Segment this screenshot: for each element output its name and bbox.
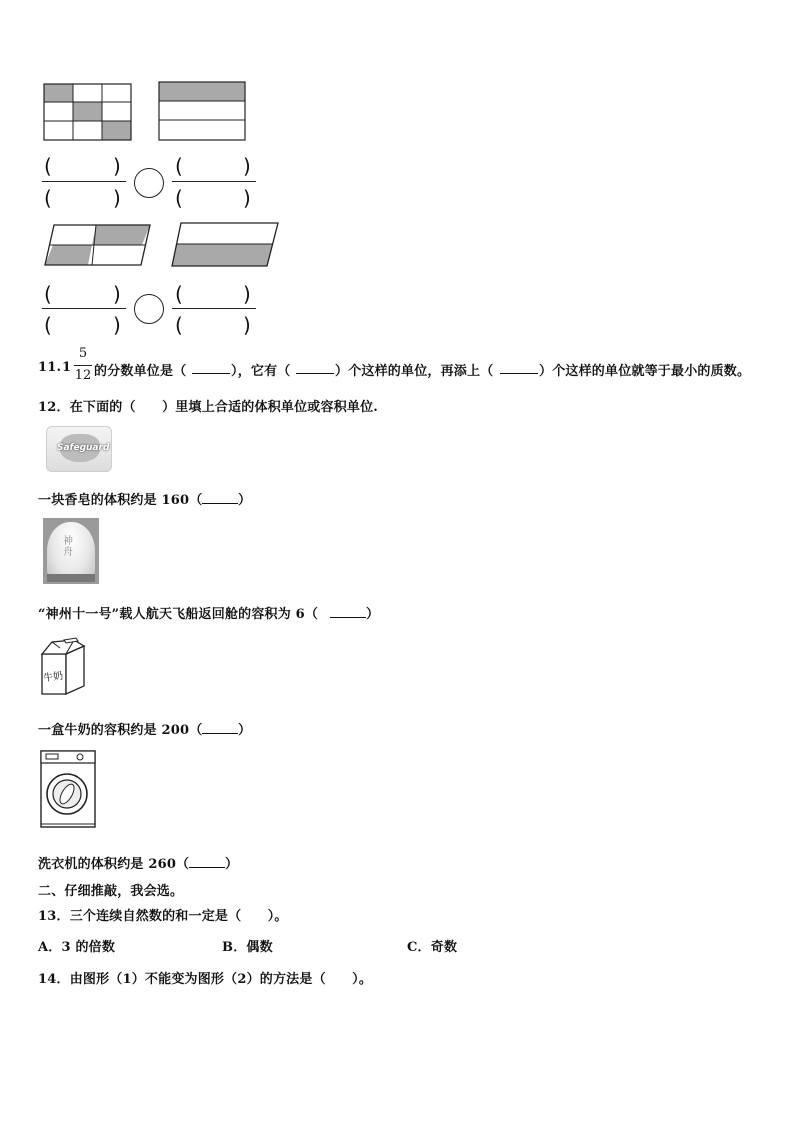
grid-3x3-figure <box>44 84 134 142</box>
fraction-numerator: 5 <box>78 346 88 361</box>
soap-brand-label: Safeguard <box>57 443 110 453</box>
question-12-stem: 12．在下面的（ ）里填上合适的体积单位或容积单位. <box>38 400 379 415</box>
capsule-answer-blank[interactable] <box>330 606 366 618</box>
answer-blank-unit[interactable] <box>192 362 230 374</box>
parallelogram-halves-figure <box>171 222 281 268</box>
milk-answer-blank[interactable] <box>202 722 238 734</box>
capsule-image <box>43 518 99 584</box>
capsule-label: 神舟 <box>63 536 73 558</box>
soap-image <box>46 426 112 472</box>
section-2-heading: 二、仔细推敲，我会选。 <box>38 884 184 899</box>
bar-thirds-figure <box>159 82 249 142</box>
question-number: 11. <box>38 360 62 375</box>
compare-circle-2[interactable] <box>134 294 164 324</box>
milk-carton-image <box>38 638 88 696</box>
washing-machine-image <box>38 750 98 830</box>
parallelogram-quarters-figure <box>44 224 156 268</box>
answer-blank-count[interactable] <box>296 362 334 374</box>
fraction-denominator: 12 <box>74 368 92 383</box>
soap-answer-blank[interactable] <box>202 492 238 504</box>
compare-circle-1[interactable] <box>134 168 164 198</box>
question-13-stem: 13．三个连续自然数的和一定是（ ）。 <box>38 909 288 924</box>
mixed-whole: 1 <box>62 360 72 375</box>
soap-item-text: 一块香皂的体积约是 160（ <box>38 493 203 508</box>
q13-option-b[interactable]: B．偶数 <box>222 940 273 955</box>
q13-option-a[interactable]: A．3 的倍数 <box>38 940 116 955</box>
answer-blank-add[interactable] <box>500 362 538 374</box>
milk-item-text: 一盒牛奶的容积约是 200（ <box>38 723 203 738</box>
question-14-stem: 14．由图形（1）不能变为图形（2）的方法是（ ）。 <box>38 972 373 987</box>
milk-carton-label: 牛奶 <box>42 670 64 685</box>
q13-option-c[interactable]: C．奇数 <box>407 940 458 955</box>
capsule-item-text: “神州十一号”载人航天飞船返回舱的容积为 6（ <box>38 607 319 622</box>
washer-answer-blank[interactable] <box>189 856 225 868</box>
washer-item-text: 洗衣机的体积约是 260（ <box>38 857 190 872</box>
